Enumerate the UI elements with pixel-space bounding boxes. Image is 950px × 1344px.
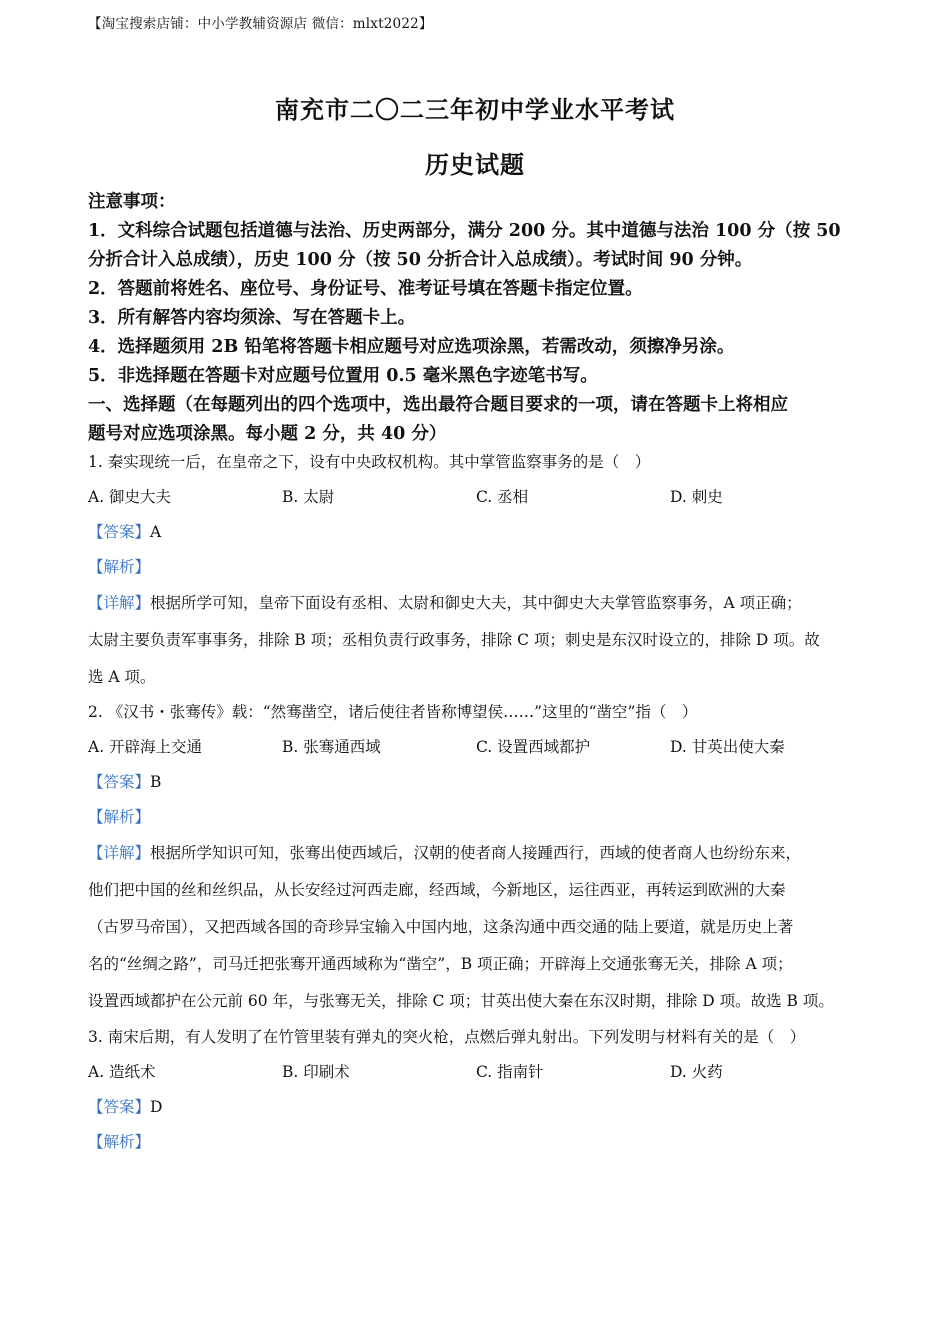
detail-line: 选 A 项。 (88, 668, 156, 686)
answer-value: B (150, 773, 162, 791)
question-stem: 1. 秦实现统一后，在皇帝之下，设有中央政权机构。其中掌管监察事务的是（ ） (88, 453, 651, 471)
notice-line: 分折合计入总成绩），历史 100 分（按 50 分折合计入总成绩）。考试时间 90 分钟。 (88, 250, 753, 270)
option-a: A. 造纸术 (88, 1063, 156, 1081)
detail-label: 【详解】 (88, 844, 151, 862)
answer-label: 【答案】 (88, 523, 151, 541)
analysis-label: 【解析】 (88, 558, 151, 576)
section-heading: 题号对应选项涂黑。每小题 2 分，共 40 分） (88, 424, 447, 444)
option-d: D. 火药 (670, 1063, 723, 1081)
detail-text: 根据所学可知，皇帝下面设有丞相、太尉和御史大夫，其中御史大夫掌管监察事务，A 项正确； (150, 594, 802, 612)
answer-row (88, 765, 868, 800)
option-d: D. 刺史 (670, 488, 723, 506)
analysis-label: 【解析】 (88, 808, 151, 826)
answer-value: A (150, 523, 162, 541)
answer-label: 【答案】 (88, 1098, 151, 1116)
notice-line: 2．答题前将姓名、座位号、身份证号、准考证号填在答题卡指定位置。 (88, 279, 643, 299)
question-3 (88, 1020, 868, 1160)
notice-line: 3．所有解答内容均须涂、写在答题卡上。 (88, 308, 416, 328)
analysis-row (88, 1125, 868, 1160)
question-stem: 3. 南宋后期，有人发明了在竹管里装有弹丸的突火枪，点燃后弹丸射出。下列发明与材料有关的是（ ） (88, 1028, 806, 1046)
header-note: 【淘宝搜索店铺：中小学教辅资源店 微信：mlxt2022】 (88, 16, 433, 32)
option-c: C. 设置西域都护 (476, 738, 591, 756)
analysis-row (88, 550, 868, 585)
section-heading: 一、选择题（在每题列出的四个选项中，选出最符合题目要求的一项，请在答题卡上将相应 (88, 395, 788, 415)
detail-line (88, 585, 868, 622)
analysis-row (88, 800, 868, 835)
answer-value: D (150, 1098, 163, 1116)
option-a: A. 开辟海上交通 (88, 738, 203, 756)
notice-block (88, 188, 868, 449)
detail-paragraph (88, 585, 868, 696)
question-options (88, 480, 868, 515)
detail-line: 设置西域都护在公元前 60 年，与张骞无关，排除 C 项；甘英出使大秦在东汉时期，排除 D 项。故选 B 项。 (88, 992, 834, 1010)
option-b: B. 太尉 (282, 488, 335, 506)
exam-subtitle: 历史试题 (425, 150, 525, 179)
detail-line: （古罗马帝国），又把西域各国的奇珍异宝输入中国内地，这条沟通中西交通的陆上要道，就是历史上著 (88, 918, 794, 936)
option-c: C. 丞相 (476, 488, 529, 506)
detail-line: 太尉主要负责军事事务，排除 B 项；丞相负责行政事务，排除 C 项；刺史是东汉时设立的，排除 D 项。故 (88, 631, 820, 649)
question-2 (88, 695, 868, 1020)
detail-line: 名的“丝绸之路”，司马迁把张骞开通西域称为“凿空”，B 项正确；开辟海上交通张骞无关，排除 A 项； (88, 955, 793, 973)
notice-line: 4．选择题须用 2B 铅笔将答题卡相应题号对应选项涂黑，若需改动，须擦净另涂。 (88, 337, 735, 357)
answer-row (88, 1090, 868, 1125)
question-stem: 2. 《汉书・张骞传》载：“然骞凿空，诸后使往者皆称博望侯……”这里的“凿空”指（ ） (88, 703, 698, 721)
option-a: A. 御史大夫 (88, 488, 172, 506)
notice-line: 5．非选择题在答题卡对应题号位置用 0.5 毫米黑色字迹笔书写。 (88, 366, 598, 386)
detail-paragraph (88, 835, 868, 1020)
detail-text: 根据所学知识可知，张骞出使西域后，汉朝的使者商人接踵西行，西域的使者商人也纷纷东来， (150, 844, 802, 862)
detail-label: 【详解】 (88, 594, 151, 612)
detail-line: 他们把中国的丝和丝织品，从长安经过河西走廊，经西域，今新地区，运往西亚，再转运到欧洲的大秦 (88, 881, 786, 899)
question-options (88, 730, 868, 765)
exam-title: 南充市二〇二三年初中学业水平考试 (275, 95, 675, 124)
notice-heading: 注意事项： (88, 192, 176, 212)
detail-line (88, 835, 868, 872)
option-b: B. 印刷术 (282, 1063, 350, 1081)
notice-line: 1．文科综合试题包括道德与法治、历史两部分，满分 200 分。其中道德与法治 100 分（按 50 (88, 221, 841, 241)
answer-row (88, 515, 868, 550)
answer-label: 【答案】 (88, 773, 151, 791)
question-options (88, 1055, 868, 1090)
question-1 (88, 445, 868, 696)
option-c: C. 指南针 (476, 1063, 544, 1081)
option-b: B. 张骞通西域 (282, 738, 381, 756)
option-d: D. 甘英出使大秦 (670, 738, 785, 756)
analysis-label: 【解析】 (88, 1133, 151, 1151)
